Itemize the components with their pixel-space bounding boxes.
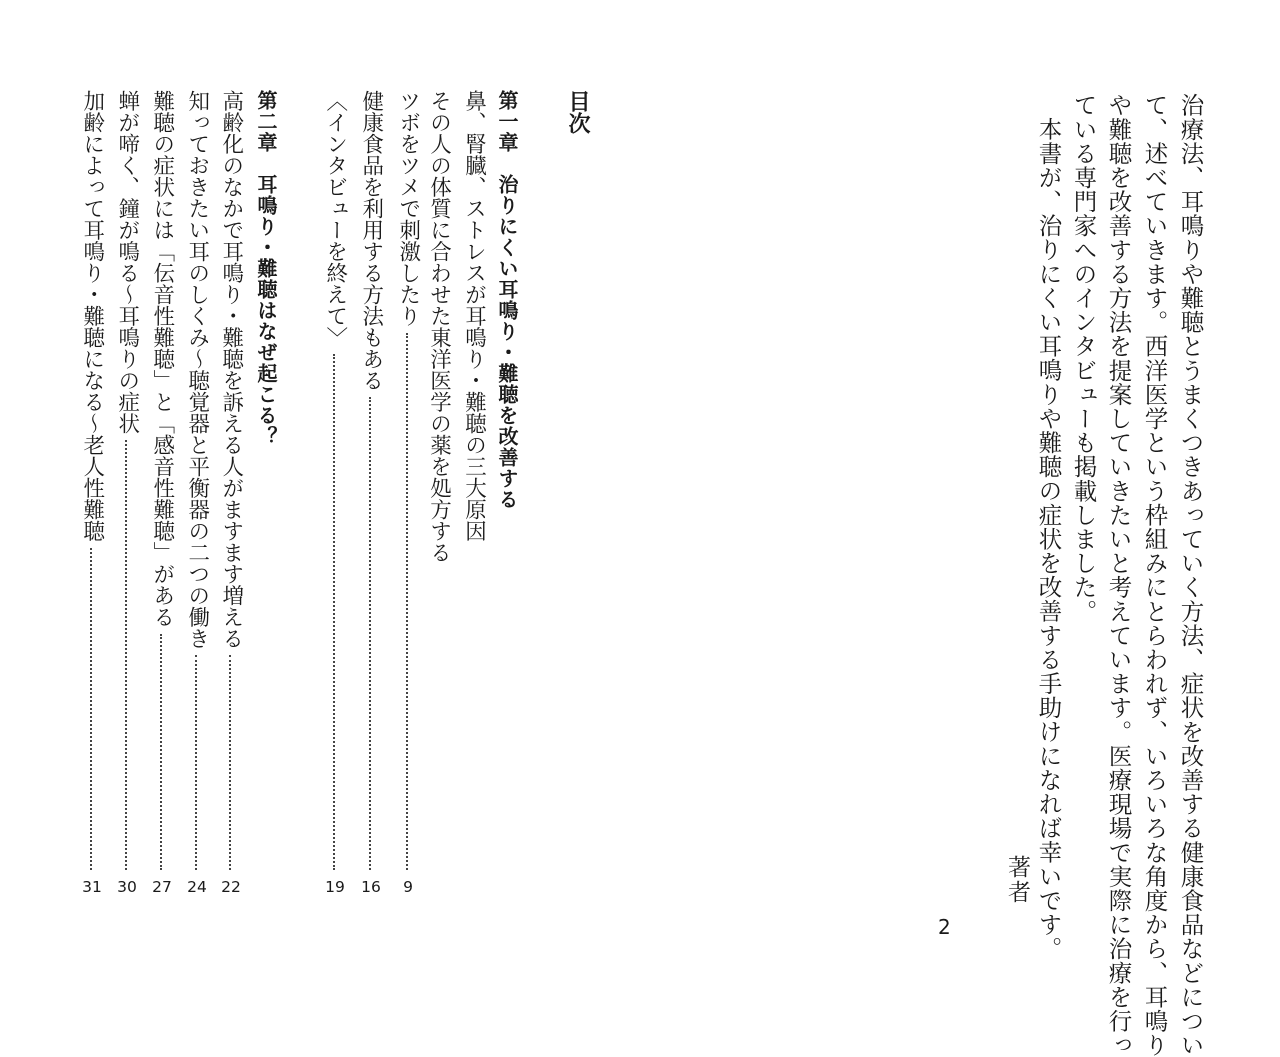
chapter-title: 第一章 治りにくい耳鳴り・難聴を改善する (495, 90, 519, 510)
toc-entry[interactable] (182, 90, 212, 895)
leader-dots (333, 354, 337, 870)
toc-entry-page: 27 (152, 877, 172, 896)
page-number: 2 (938, 915, 951, 939)
preface-line: て、述べていきます。西洋医学という枠組みにとらわれず、いろいろな角度から、耳鳴り (1140, 93, 1169, 1057)
toc-entry[interactable] (77, 90, 107, 895)
leader-dots (369, 397, 373, 870)
toc-entry[interactable] (320, 90, 350, 895)
leader-dots (90, 548, 94, 870)
leader-dots (160, 634, 164, 870)
toc-entry-title: 健康食品を利用する方法もある (358, 90, 384, 391)
toc-entry[interactable] (112, 90, 142, 895)
toc-entry[interactable] (422, 90, 452, 895)
toc-entry-title: その人の体質に合わせた東洋医学の薬を処方する (426, 90, 452, 563)
toc-entry-title: ツボをツメで刺激したり (395, 90, 421, 327)
toc-entry[interactable] (393, 90, 423, 895)
toc-entry-page: 24 (187, 877, 207, 896)
toc-entry[interactable] (216, 90, 246, 895)
preface-line: ている専門家へのインタビューも掲載しました。 (1069, 93, 1098, 624)
toc-entry-title: 〈インタビューを終えて〉 (322, 90, 348, 348)
author-signature: 著者 (1004, 855, 1030, 905)
toc-entry-page: 22 (221, 877, 241, 896)
leader-dots (229, 655, 233, 870)
toc-entry-title: 難聴の症状には「伝音性難聴」と「感音性難聴」がある (149, 90, 175, 628)
toc-entry-page: 31 (82, 877, 102, 896)
toc-entry-page: 9 (403, 877, 413, 896)
toc-entry-title: 知っておきたい耳のしくみ〜聴覚器と平衡器の二つの働き (184, 90, 210, 649)
leader-dots (406, 333, 410, 870)
toc-entry[interactable] (356, 90, 386, 895)
toc-heading: 目次 (565, 90, 590, 134)
preface-line: 本書が、治りにくい耳鳴りや難聴の症状を改善する手助けになれば幸いです。 (1034, 117, 1063, 961)
preface-line: 治療法、耳鳴りや難聴とうまくつきあっていく方法、症状を改善する健康食品などについ (1176, 93, 1205, 1057)
preface-line: や難聴を改善する方法を提案していきたいと考えています。医療現場で実際に治療を行っ (1104, 93, 1133, 1057)
leader-dots (195, 655, 199, 870)
toc-entry-page: 30 (117, 877, 137, 896)
toc-entry-title: 加齢によって耳鳴り・難聴になる〜老人性難聴 (79, 90, 105, 542)
leader-dots (125, 440, 129, 870)
toc-entry-page: 16 (361, 877, 381, 896)
toc-entry-title: 鼻、腎臓、ストレスが耳鳴り・難聴の三大原因 (461, 90, 487, 542)
toc-entry-title: 蝉が啼く、鐘が鳴る〜耳鳴りの症状 (114, 90, 140, 434)
toc-entry-title: 高齢化のなかで耳鳴り・難聴を訴える人がますます増える (218, 90, 244, 649)
toc-entry[interactable] (147, 90, 177, 895)
chapter-title: 第二章 耳鳴り・難聴はなぜ起こる？ (254, 90, 278, 447)
toc-entry-page: 19 (325, 877, 345, 896)
